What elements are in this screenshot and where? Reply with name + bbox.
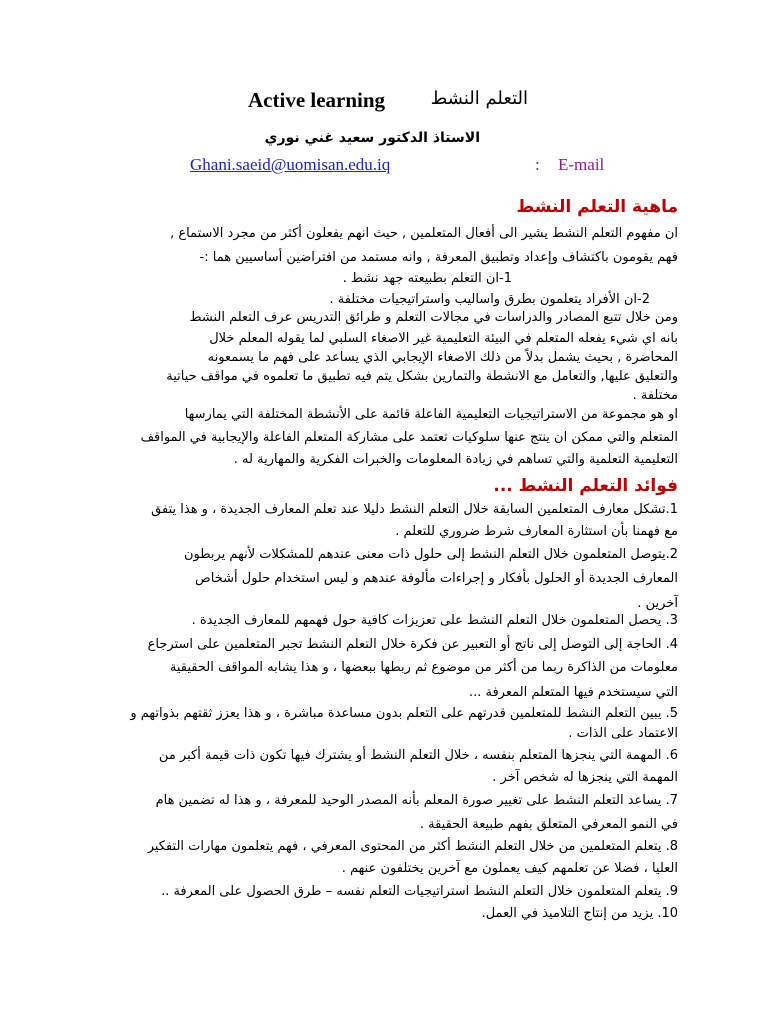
section1-line: المتعلم والتي ممكن ان ينتج عنها سلوكيات تعتمد على مشاركة المتعلم الفاعلة والإيجابية في المواقف bbox=[140, 430, 678, 445]
benefit-line: العليا ، فضلا عن تعلمهم كيف يعملون مع آخرين يختلفون عنهم . bbox=[341, 861, 678, 876]
benefit-line: 6. المهمة التي ينجزها المتعلم بنفسه ، خلال التعلم النشط أو يشترك فيها تكون ذات قيمة أكبر من bbox=[158, 748, 678, 763]
title-english: Active learning bbox=[248, 88, 386, 112]
author-name: الاستاذ الدكتور سعيد غني نوري bbox=[264, 130, 480, 146]
section1-line: فهم يقومون باكتشاف وإعداد وتطبيق المعرفة , وانه مستمد من افتراضين أساسيين هما :- bbox=[199, 250, 678, 265]
benefit-line: 4. الحاجة إلى التوصل إلى ناتج أو التعبير عن فكرة خلال التعلم النشط تجبر المتعلمين على استرجاع bbox=[147, 637, 678, 652]
section1-line: والتعليق عليها, والتعامل مع الانشطة والتمارين بشكل يتم فيه تطبيق ما تعلموه في مواقف حياتية bbox=[166, 369, 678, 384]
benefit-line: في النمو المعرفي المتعلق بفهم طبيعة الحقيقة . bbox=[419, 817, 678, 832]
benefit-line: مع فهمنا بأن استثارة المعارف شرط ضروري للتعلم . bbox=[395, 524, 678, 539]
benefit-line: 9. يتعلم المتعلمون خلال التعلم النشط استراتيجيات التعلم نفسه – طرق الحصول على المعرفة .. bbox=[161, 884, 678, 899]
benefit-line: 2.يتوصل المتعلمون خلال التعلم النشط إلى حلول ذات معنى عندهم للمشكلات لأنهم يربطون bbox=[183, 547, 678, 562]
section1-line: ان مفهوم التعلم النشط يشير الى أفعال المتعلمين , حيث انهم يفعلون أكثر من مجرد الاستماع , bbox=[170, 226, 678, 241]
benefit-line: الاعتماد على الذات . bbox=[568, 726, 678, 741]
benefit-line: 10. يزيد من إنتاج التلاميذ في العمل. bbox=[481, 906, 678, 921]
benefit-line: 7. يساعد التعلم النشط على تغيير صورة المعلم بأنه المصدر الوحيد للمعرفة ، و هذا له تضمين هام bbox=[155, 793, 678, 808]
benefit-line: التي سيستخدم فيها المتعلم المعرفة ... bbox=[468, 685, 678, 700]
section1-heading: ماهية التعلم النشط bbox=[516, 197, 678, 217]
benefit-line: المعارف الجديدة أو الحلول بأفكار و إجراءات مألوفة عندهم و ليس استخدام حلول أشخاص bbox=[195, 571, 678, 586]
benefit-line: 8. يتعلم المتعلمين من خلال التعلم النشط أكثر من المحتوى المعرفي ، فهم يتعلمون مهارات التفكير bbox=[147, 839, 678, 854]
benefit-line: آخرين . bbox=[637, 596, 678, 611]
benefit-line: معلومات من الذاكرة ربما من أكثر من موضوع ثم ربطها ببعضها ، و هذا يشابه المواقف الحقيقية bbox=[169, 660, 678, 675]
benefit-line: 3. يحصل المتعلمون خلال التعلم النشط على تعزيزات كافية حول فهمهم للمعارف الجديدة . bbox=[191, 613, 678, 628]
email-label: E-mail bbox=[558, 155, 605, 174]
benefit-line: المهمة التي ينجزها له شخص آخر . bbox=[492, 770, 678, 785]
email-address[interactable]: Ghani.saeid@uomisan.edu.iq bbox=[190, 155, 391, 174]
title-arabic: التعلم النشط bbox=[430, 88, 528, 109]
section1-line: المحاضرة , بحيث يشمل بدلاً من ذلك الاصغاء الإيجابي الذي يساعد على فهم ما يسمعونه bbox=[207, 350, 678, 365]
benefit-line: 1.تشكل معارف المتعلمين السابقة خلال التعلم النشط دليلا عند تعلم المعارف الجديدة ، و هذا يتفق bbox=[151, 502, 678, 517]
page-title bbox=[248, 88, 528, 116]
section2-heading: فوائد التعلم النشط ... bbox=[493, 476, 678, 496]
section1-line: مختلفة . bbox=[632, 388, 678, 403]
section1-line: بانه اي شيء يفعله المتعلم في البيئة التعليمية غير الاصغاء السلبي لما يقوله المعلم خلال bbox=[209, 331, 678, 346]
benefit-line: 5. يبين التعلم النشط للمتعلمين قدرتهم على التعلم بدون مساعدة مباشرة ، و هذا يعزز ثقتهم بذواتهم و bbox=[130, 706, 678, 721]
section1-line: 2-ان الأفراد يتعلمون بطرق واساليب واستراتيجيات مختلفة . bbox=[329, 292, 650, 307]
section1-line: ومن خلال تتبع المصادر والدراسات في مجالات التعلم و طرائق التدريس عرف التعلم النشط bbox=[189, 310, 678, 325]
section1-line: او هو مجموعة من الاستراتيجيات التعليمية الفاعلة قائمة على الأنشطة المختلفة التي يمارسها bbox=[184, 407, 678, 422]
section1-line: 1-ان التعلم بطبيعته جهد نشط . bbox=[342, 271, 512, 286]
email-separator: : bbox=[535, 155, 540, 174]
section1-line: التعليمية التعلمية والتي تساهم في زيادة المعلومات والخبرات الفكرية والمهارية له . bbox=[233, 452, 678, 467]
